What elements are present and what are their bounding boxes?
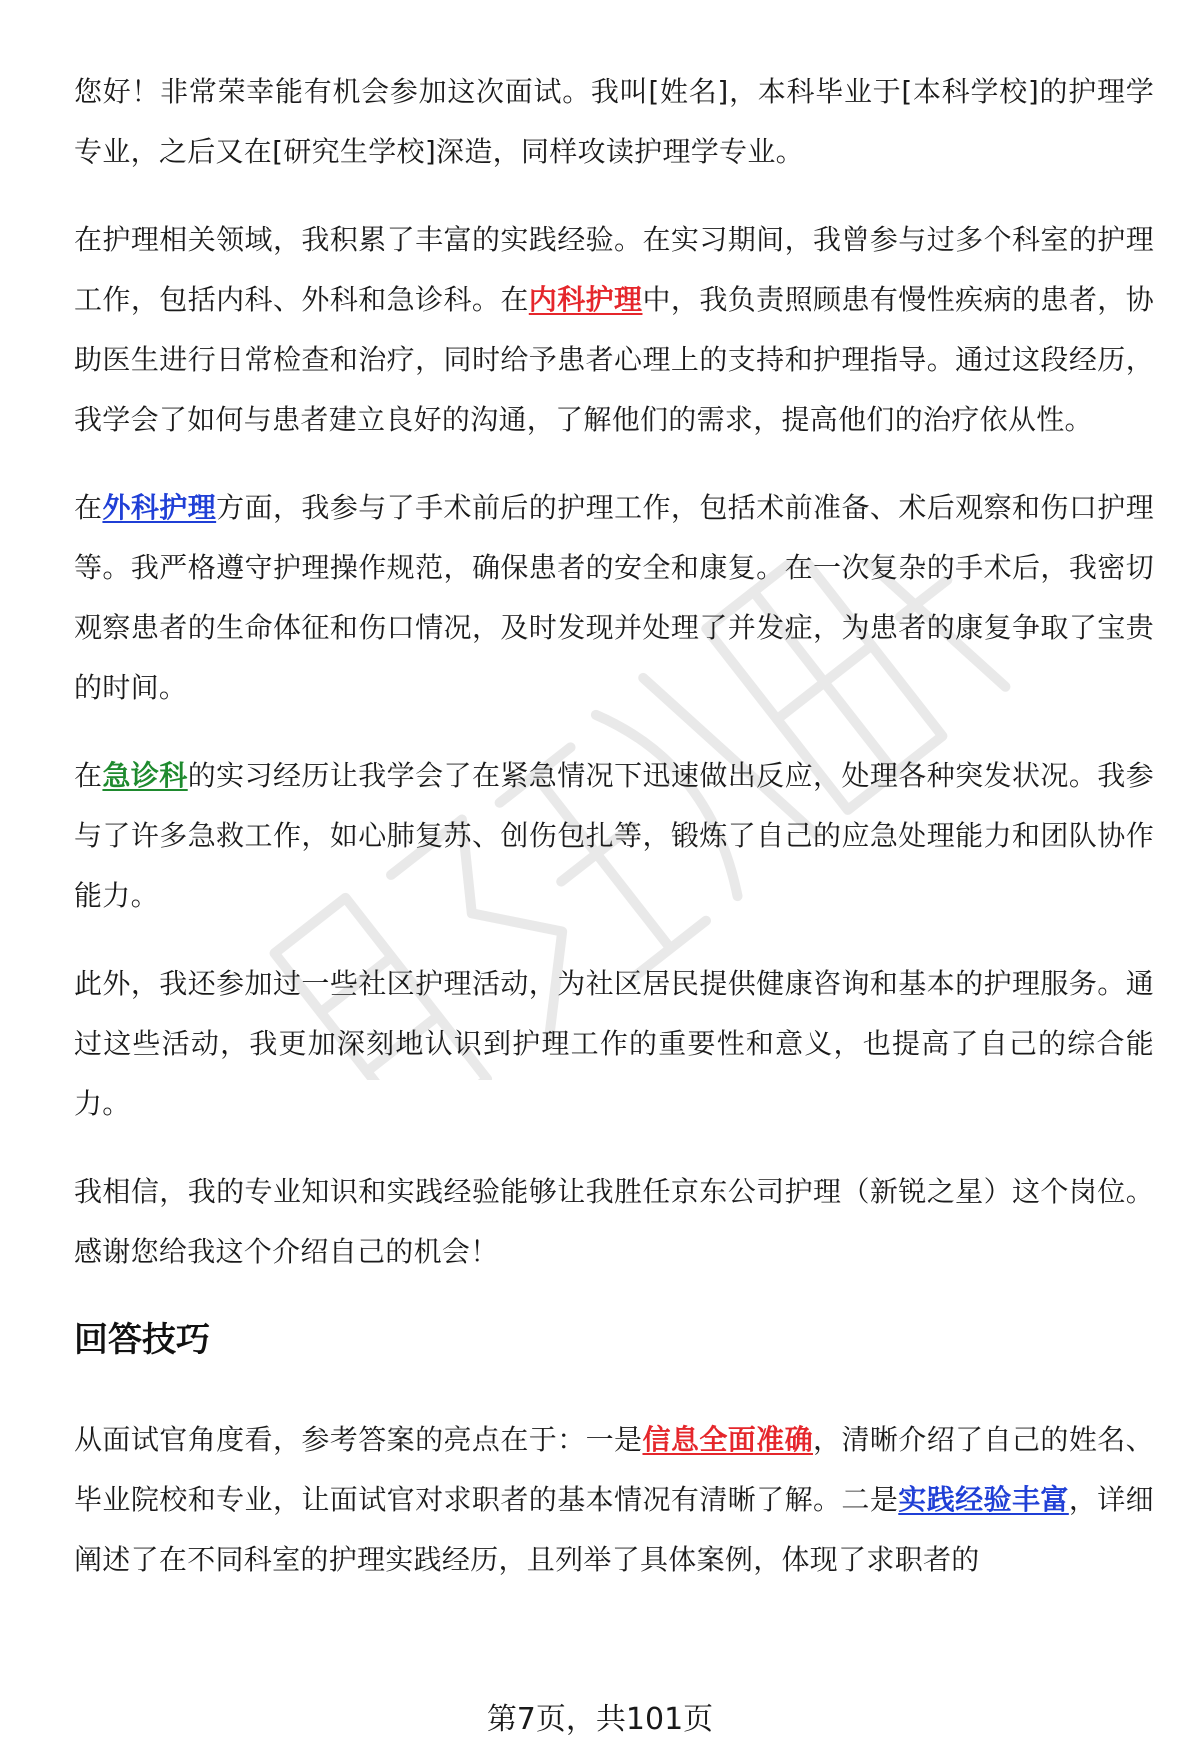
body-paragraph [74,62,1154,182]
answer-section [74,62,1154,1282]
body-paragraph [74,746,1154,926]
highlight-term: 内科护理 [528,283,643,316]
highlight-term: 实践经验丰富 [898,1483,1069,1516]
paragraph-text: 从面试官角度看，参考答案的亮点在于：一是 [74,1423,643,1456]
highlight-term: 外科护理 [102,491,217,524]
paragraph-text: 此外，我还参加过一些社区护理活动，为社区居民提供健康咨询和基本的护理服务。通过这些活动，我更加深刻地认识到护理工作的重要性和意义，也提高了自己的综合能力。 [74,967,1154,1120]
highlight-term: 急诊科 [102,759,188,792]
body-paragraph [74,210,1154,450]
section-title: 回答技巧 [74,1320,210,1360]
tips-paragraph [74,1410,1154,1590]
paragraph-text: ，详细阐述了在不同科室的护理实践经历，且列举了具体案例，体现了求职者的 [74,1483,1154,1576]
main-content [74,62,1154,1618]
paragraph-text: 中，我负责照顾患有慢性疾病的患者，协助医生进行日常检查和治疗，同时给予患者心理上的支持和护理指导。通过这段经历，我学会了如何与患者建立良好的沟通，了解他们的需求，提高他们的治疗依从性。 [74,283,1154,436]
paragraph-text: 您好！非常荣幸能有机会参加这次面试。我叫[姓名]，本科毕业于[本科学校]的护理学专业，之后又在[研究生学校]深造，同样攻读护理学专业。 [74,75,1154,168]
body-paragraph [74,478,1154,718]
paragraph-text: 在 [74,491,103,524]
paragraph-text: 在 [74,759,103,792]
paragraph-text: 在护理相关领域，我积累了丰富的实践经验。在实习期间，我曾参与过多个科室的护理工作，包括内科、外科和急诊科。在 [74,223,1154,316]
paragraph-text: 的实习经历让我学会了在紧急情况下迅速做出反应，处理各种突发状况。我参与了许多急救工作，如心肺复苏、创伤包扎等，锻炼了自己的应急处理能力和团队协作能力。 [74,759,1154,912]
body-paragraph [74,1162,1154,1282]
body-paragraph [74,1410,1154,1590]
highlight-term: 信息全面准确 [642,1423,814,1456]
paragraph-text: 方面，我参与了手术前后的护理工作，包括术前准备、术后观察和伤口护理等。我严格遵守护理操作规范，确保患者的安全和康复。在一次复杂的手术后，我密切观察患者的生命体征和伤口情况，及时发现并处理了并发症，为患者的康复争取了宝贵的时间。 [74,491,1155,704]
paragraph-text: 我相信，我的专业知识和实践经验能够让我胜任京东公司护理（新锐之星）这个岗位。感谢您给我这个介绍自己的机会！ [74,1175,1154,1268]
body-paragraph [74,954,1154,1134]
paragraph-text: ，清晰介绍了自己的姓名、毕业院校和专业，让面试官对求职者的基本情况有清晰了解。二是 [74,1423,1154,1516]
page-number: 第7页，共101页 [486,1702,714,1737]
